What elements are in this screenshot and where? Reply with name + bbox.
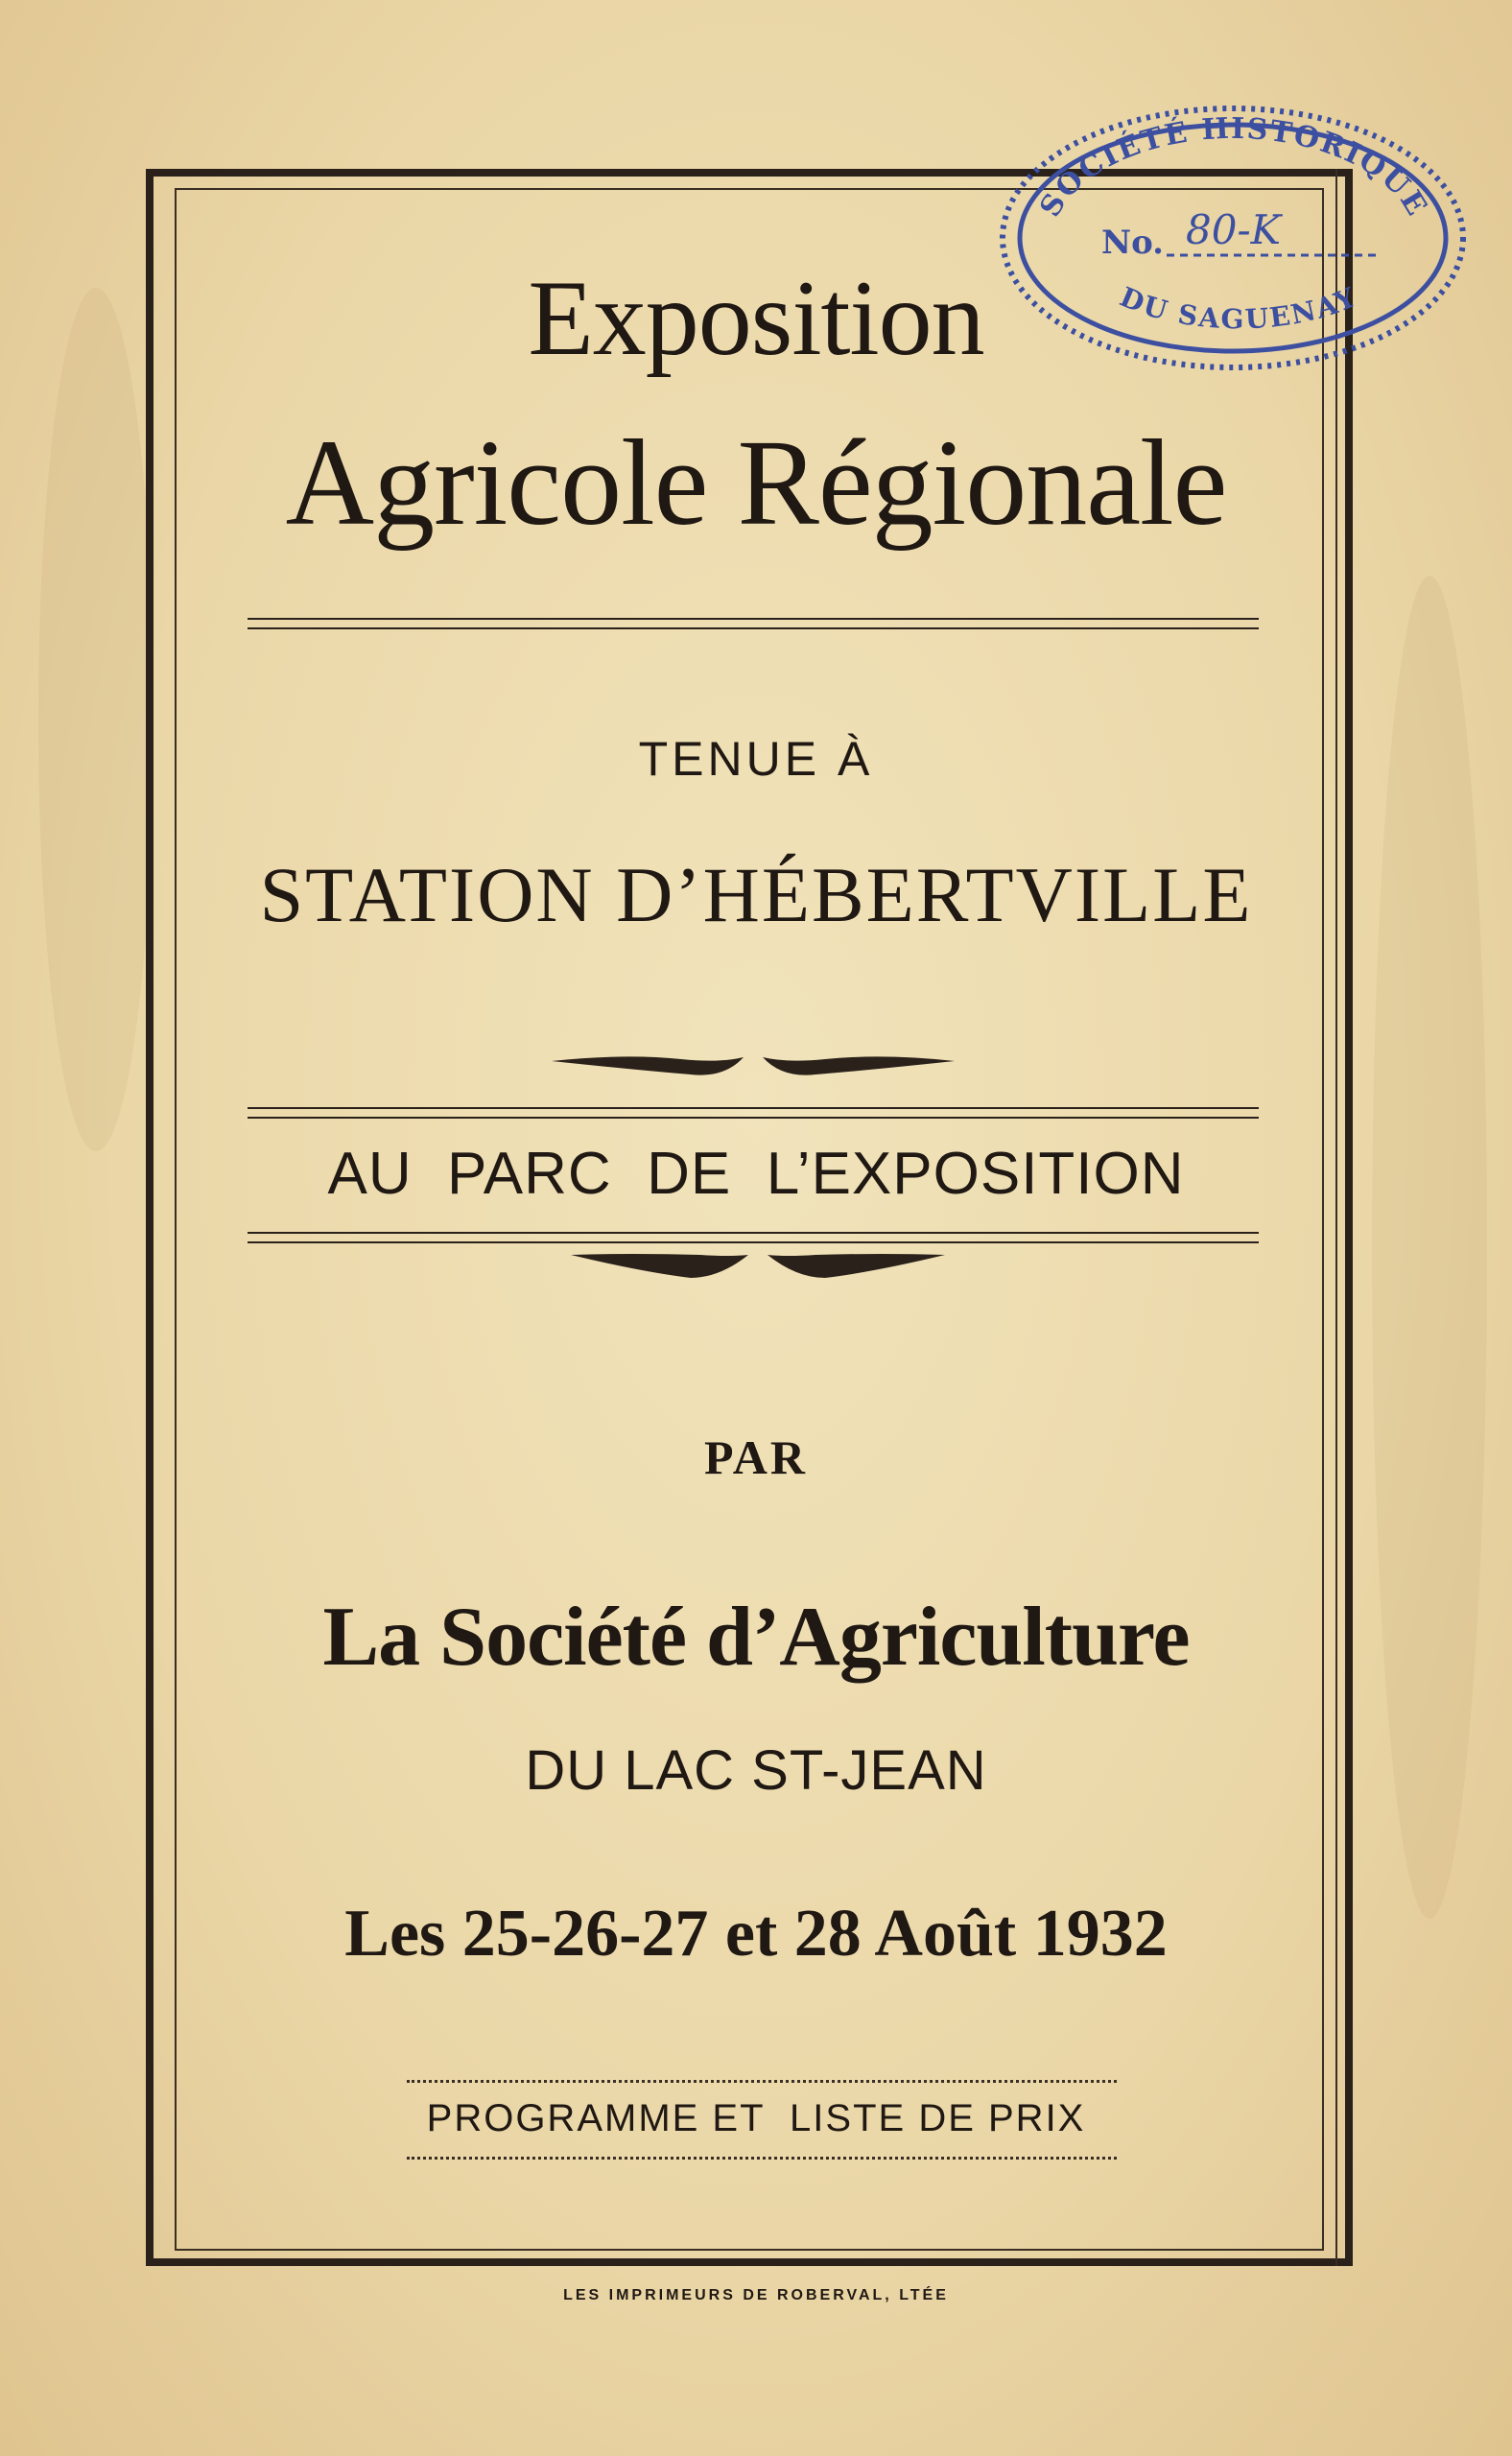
stamp-number-value: 80-K (1186, 206, 1282, 253)
venue-text: AU PARC DE L’EXPOSITION (327, 1141, 1185, 1207)
event-dates: Les 25-26-27 et 28 Août 1932 (344, 1897, 1168, 1971)
ornament-flourish (566, 1249, 950, 1284)
location-text: STATION D’HÉBERTVILLE (259, 851, 1253, 938)
program-label: PROGRAMME ET LISTE DE PRIX (426, 2097, 1086, 2139)
stamp-top-text: SOCIÉTÉ HISTORIQUE (1033, 111, 1434, 224)
organizer-region: DU LAC ST-JEAN (525, 1739, 987, 1802)
by-label: PAR (703, 1430, 809, 1484)
divider-rule (248, 627, 1259, 629)
svg-text:DU SAGUENAY (1116, 281, 1362, 336)
dotted-rule (407, 2080, 1117, 2083)
dotted-rule (407, 2157, 1117, 2160)
society-stamp (994, 100, 1472, 376)
organizer-name: La Société d’Agriculture (322, 1591, 1190, 1684)
divider-rule (248, 1241, 1259, 1243)
stamp-bottom-text: DU SAGUENAY (1115, 280, 1362, 336)
stamp-number-label: No. (1101, 224, 1164, 262)
divider-rule (248, 1117, 1259, 1119)
ornament-flourish (547, 1050, 959, 1088)
title-line-1: Exposition (528, 259, 984, 378)
printer-credit: LES IMPRIMEURS DE ROBERVAL, LTÉE (563, 2287, 949, 2303)
divider-rule (248, 1107, 1259, 1109)
held-at-label: TENUE À (638, 732, 874, 786)
divider-rule (248, 618, 1259, 620)
title-line-2: Agricole Régionale (285, 414, 1227, 551)
divider-rule (248, 1232, 1259, 1234)
